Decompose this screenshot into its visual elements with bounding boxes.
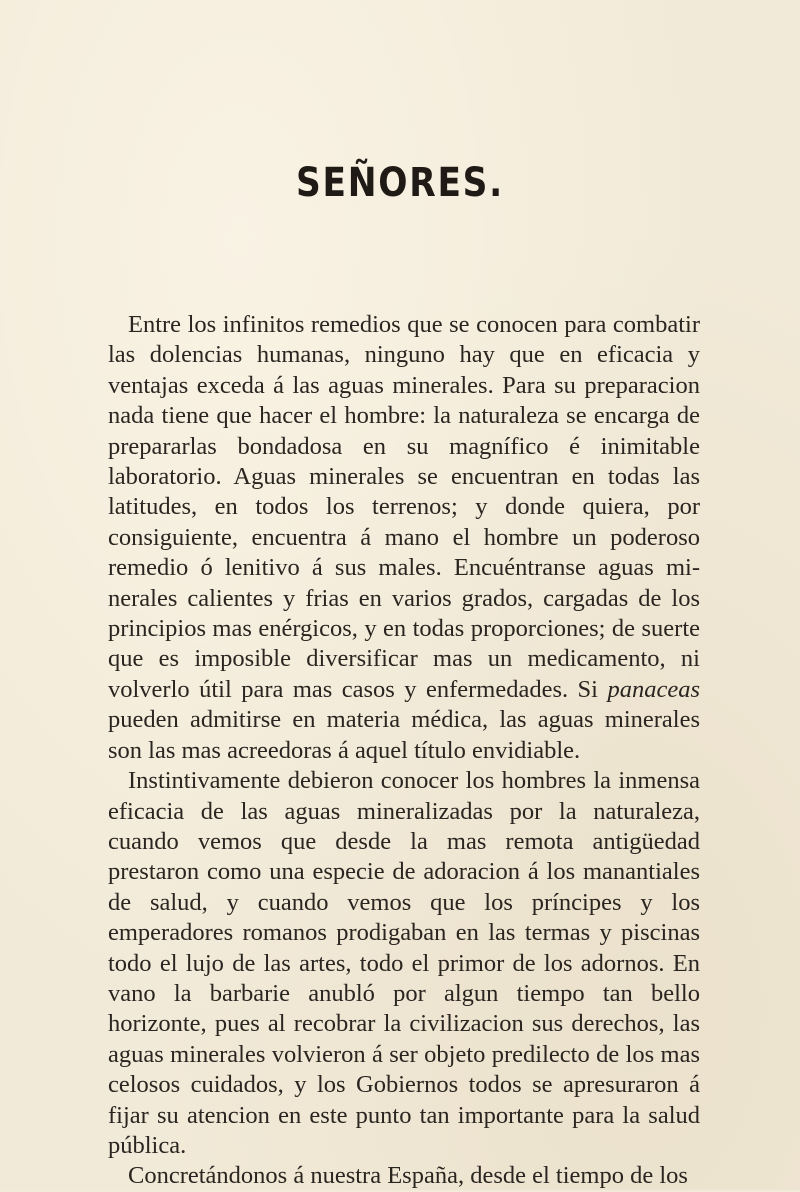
paragraph-1-text-end: pueden admitirse en materia médica, las aguas minerales son las mas acreedoras á aquel título envidiable. (108, 706, 700, 764)
paragraph-1 (108, 310, 700, 766)
paragraph-1-emphasis: panaceas (607, 675, 700, 703)
paragraph-2 (108, 766, 700, 1161)
body-text (108, 310, 700, 1192)
paragraph-3 (108, 1161, 700, 1191)
page-heading: SEÑORES. (296, 160, 504, 206)
paragraph-3-text: Concretándonos á nuestra España, desde el tiempo de los (128, 1162, 688, 1190)
paragraph-1-text: Entre los infinitos remedios que se conocen para combatir las dolencias humanas, ninguno hay que en eficacia y ventajas exceda á las aguas minerales. Para su preparacion nada tiene que hacer el hombre: la naturaleza se encarga de prepararlas bondadosa en su magnífico é inimitable laboratorio. Aguas minerales se encuentran en todas las latitudes, en todos los terrenos; y donde quiera, por consiguiente, encuentra á mano el hombre un poderoso remedio ó lenitivo á sus males. Encuéntranse aguas minerales calientes y frias en varios grados, cargadas de los principios mas enérgicos, y en todas proporciones; de suerte que es imposible diversificar mas un medicamento, ni volverlo útil para mas casos y enfermedades. Si (108, 311, 700, 703)
paragraph-2-text: Instintivamente debieron conocer los hombres la inmensa eficacia de las aguas mineralizadas por la naturaleza, cuando vemos que desde la mas remota antigüedad prestaron como una especie de adoracion á los manantiales de salud, y cuando vemos que los príncipes y los emperadores romanos prodigaban en las termas y piscinas todo el lujo de las artes, todo el primor de los adornos. En vano la barbarie anubló por algun tiempo tan bello horizonte, pues al recobrar la civilizacion sus derechos, las aguas minerales volvieron á ser objeto predilecto de los mas celosos cuidados, y los Gobiernos todos se apresuraron á fijar su atencion en este punto tan importante para la salud pública. (108, 767, 700, 1159)
